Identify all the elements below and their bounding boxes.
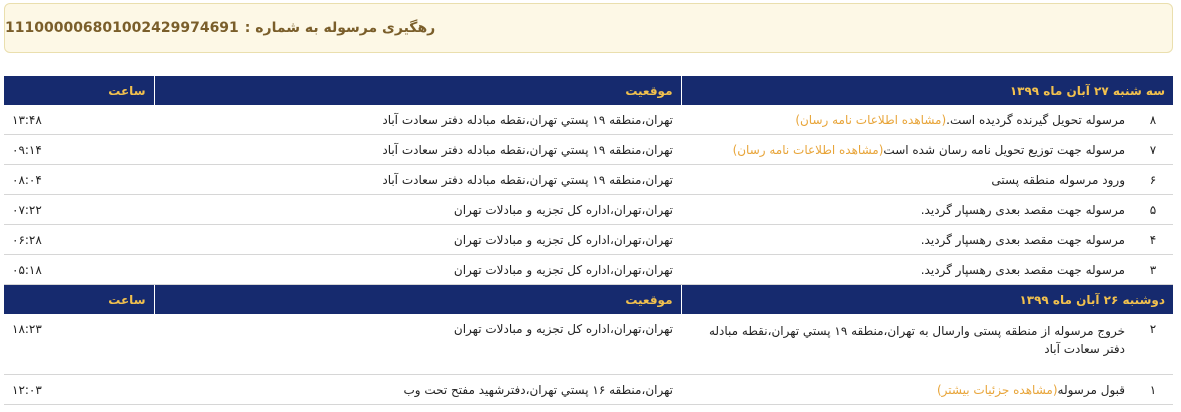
tracking-banner <box>4 3 1173 53</box>
tracking-title: رهگیری مرسوله به شماره : <box>244 20 436 36</box>
status-text: مرسوله تحویل گیرنده گردیده است. <box>946 112 1125 127</box>
row-description: مرسوله جهت مقصد بعدی رهسپار گردید. <box>681 255 1133 285</box>
table-row <box>4 165 1173 195</box>
row-number: ۵ <box>1133 195 1173 225</box>
row-time: ۱۳:۴۸ <box>4 105 154 135</box>
location-column-header: موقعیت <box>154 285 681 315</box>
tracking-table <box>4 76 1173 405</box>
table-row <box>4 255 1173 285</box>
time-column-header: ساعت <box>4 285 154 315</box>
row-location: تهران،منطقه ۱۶ پستي تهران،دفترشهید مفتح تحت وب <box>154 375 681 405</box>
row-location: تهران،منطقه ۱۹ پستي تهران،نقطه مبادله دفتر سعادت آباد <box>154 135 681 165</box>
row-number: ۴ <box>1133 225 1173 255</box>
table-row <box>4 135 1173 165</box>
row-number: ۱ <box>1133 375 1173 405</box>
table-row <box>4 314 1173 375</box>
tracking-number: 111000006801002429974691 <box>5 20 239 36</box>
row-number: ۷ <box>1133 135 1173 165</box>
row-description: خروج مرسوله از منطقه پستی وارسال به تهران،منطقه ۱۹ پستي تهران،نقطه مبادله دفتر سعادت آباد <box>681 314 1133 375</box>
row-description <box>681 105 1133 135</box>
row-time: ۱۲:۰۳ <box>4 375 154 405</box>
view-more-details-link[interactable]: (مشاهده جزئیات بیشتر) <box>936 382 1058 397</box>
view-courier-info-link[interactable]: (مشاهده اطلاعات نامه رسان) <box>732 142 884 157</box>
row-number: ۸ <box>1133 105 1173 135</box>
day-date: سه شنبه ۲۷ آبان ماه ۱۳۹۹ <box>681 76 1173 105</box>
view-courier-info-link[interactable]: (مشاهده اطلاعات نامه رسان) <box>795 112 947 127</box>
row-location: تهران،منطقه ۱۹ پستي تهران،نقطه مبادله دفتر سعادت آباد <box>154 105 681 135</box>
row-number: ۲ <box>1133 314 1173 375</box>
row-location: تهران،منطقه ۱۹ پستي تهران،نقطه مبادله دفتر سعادت آباد <box>154 165 681 195</box>
row-time: ۰۸:۰۴ <box>4 165 154 195</box>
row-time: ۰۷:۲۲ <box>4 195 154 225</box>
day-header-row <box>4 285 1173 315</box>
row-time: ۰۵:۱۸ <box>4 255 154 285</box>
row-number: ۶ <box>1133 165 1173 195</box>
row-time: ۱۸:۲۳ <box>4 314 154 375</box>
row-location: تهران،تهران،اداره کل تجزیه و مبادلات تهران <box>154 314 681 375</box>
status-text: مرسوله جهت توزیع تحویل نامه رسان شده است <box>883 142 1125 157</box>
table-row <box>4 105 1173 135</box>
row-location: تهران،تهران،اداره کل تجزیه و مبادلات تهران <box>154 225 681 255</box>
row-location: تهران،تهران،اداره کل تجزیه و مبادلات تهران <box>154 255 681 285</box>
row-time: ۰۶:۲۸ <box>4 225 154 255</box>
row-number: ۳ <box>1133 255 1173 285</box>
table-row <box>4 195 1173 225</box>
location-column-header: موقعیت <box>154 76 681 105</box>
table-row <box>4 375 1173 405</box>
day-header-row <box>4 76 1173 105</box>
time-column-header: ساعت <box>4 76 154 105</box>
row-time: ۰۹:۱۴ <box>4 135 154 165</box>
row-description <box>681 375 1133 405</box>
row-description: ورود مرسوله منطقه پستی <box>681 165 1133 195</box>
row-location: تهران،تهران،اداره کل تجزیه و مبادلات تهران <box>154 195 681 225</box>
row-description <box>681 135 1133 165</box>
row-description: مرسوله جهت مقصد بعدی رهسپار گردید. <box>681 195 1133 225</box>
status-text: قبول مرسوله <box>1057 382 1125 397</box>
day-date: دوشنبه ۲۶ آبان ماه ۱۳۹۹ <box>681 285 1173 315</box>
table-row <box>4 225 1173 255</box>
row-description: مرسوله جهت مقصد بعدی رهسپار گردید. <box>681 225 1133 255</box>
